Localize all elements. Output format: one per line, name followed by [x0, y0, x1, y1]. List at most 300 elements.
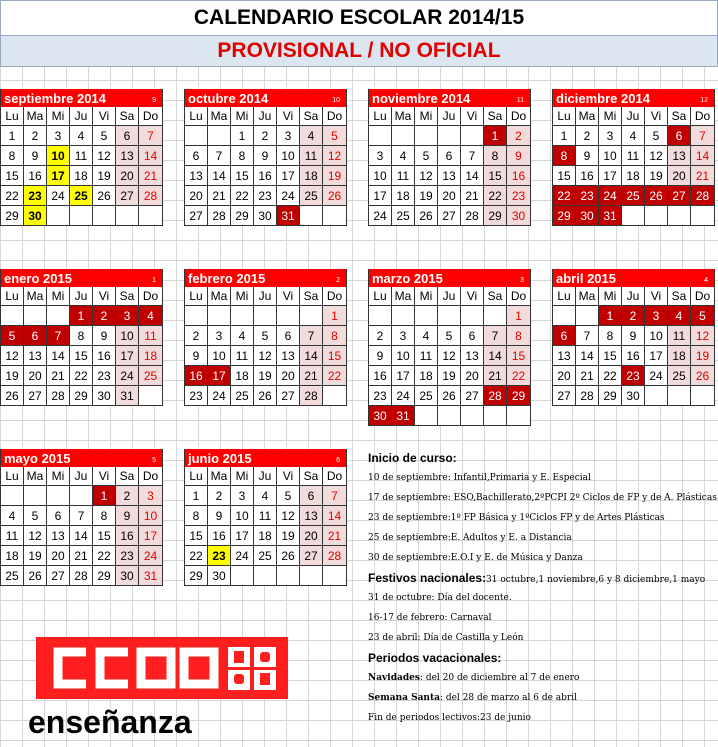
day-cell: 9	[93, 326, 116, 346]
day-cell: 2	[369, 326, 392, 346]
day-cell: 26	[438, 386, 461, 406]
day-cell: 29	[1, 206, 24, 226]
weekday-label: Ju	[438, 107, 461, 126]
day-cell: 18	[1, 546, 24, 566]
empty-cell	[438, 306, 461, 326]
day-cell: 1	[323, 306, 346, 326]
day-cell: 8	[323, 326, 346, 346]
empty-cell	[369, 126, 392, 146]
weekday-label: Ma	[24, 107, 47, 126]
day-cell: 25	[415, 386, 438, 406]
day-cell: 23	[116, 546, 139, 566]
day-cell: 11	[668, 326, 691, 346]
day-cell: 24	[645, 366, 668, 386]
day-cell: 7	[691, 126, 714, 146]
day-cell: 12	[323, 146, 346, 166]
day-cell: 5	[438, 326, 461, 346]
day-cell: 4	[231, 326, 254, 346]
day-cell: 17	[599, 166, 622, 186]
day-cell: 7	[576, 326, 599, 346]
day-cell: 9	[622, 326, 645, 346]
day-cell: 4	[300, 126, 323, 146]
day-cell: 4	[668, 306, 691, 326]
weekday-label: Do	[691, 107, 714, 126]
day-cell: 4	[70, 126, 93, 146]
weekday-label: Ju	[70, 467, 93, 486]
month-name: junio 2015	[188, 450, 252, 466]
day-cell: 1	[70, 306, 93, 326]
empty-cell	[70, 206, 93, 226]
day-cell: 23	[93, 366, 116, 386]
month-number: 2	[336, 277, 340, 284]
day-cell: 22	[507, 366, 530, 386]
weekday-label: Lu	[1, 467, 24, 486]
month-header	[185, 269, 346, 287]
empty-cell	[484, 406, 507, 426]
empty-cell	[691, 386, 714, 406]
weekday-label: Ma	[208, 467, 231, 486]
day-cell: 20	[300, 526, 323, 546]
day-cell: 5	[645, 126, 668, 146]
day-cell: 8	[484, 146, 507, 166]
day-cell: 5	[277, 486, 300, 506]
day-cell: 8	[231, 146, 254, 166]
weekday-label: Sa	[300, 467, 323, 486]
day-cell: 16	[208, 526, 231, 546]
month-enero	[0, 269, 163, 406]
month-grid	[1, 287, 162, 406]
day-cell: 21	[300, 366, 323, 386]
day-cell: 11	[415, 346, 438, 366]
weekday-label: Do	[139, 287, 162, 306]
inicio-line: 23 de septiembre:1º FP Básica y 1ºCiclos FP y de Artes Plásticas	[368, 513, 665, 523]
month-name: marzo 2015	[372, 270, 443, 286]
empty-cell	[93, 206, 116, 226]
month-name: enero 2015	[4, 270, 72, 286]
day-cell: 29	[185, 566, 208, 586]
day-cell: 10	[231, 506, 254, 526]
day-cell: 25	[668, 366, 691, 386]
weekday-label: Lu	[1, 107, 24, 126]
weekday-label: Sa	[484, 107, 507, 126]
day-cell: 11	[254, 506, 277, 526]
day-cell: 10	[116, 326, 139, 346]
empty-cell	[300, 306, 323, 326]
month-grid	[185, 467, 346, 586]
day-cell: 27	[185, 206, 208, 226]
weekday-label: Sa	[484, 287, 507, 306]
inicio-line: 30 de septiembre:E.O.I y E. de Música y Danza	[368, 553, 583, 563]
day-cell: 25	[231, 386, 254, 406]
day-cell: 30	[622, 386, 645, 406]
day-cell: 16	[254, 166, 277, 186]
day-cell: 24	[47, 186, 70, 206]
empty-cell	[300, 566, 323, 586]
day-cell: 18	[622, 166, 645, 186]
month-diciembre	[552, 89, 715, 226]
weekday-label: Mi	[599, 287, 622, 306]
day-cell: 28	[691, 186, 714, 206]
month-header	[369, 269, 530, 287]
day-cell: 19	[323, 166, 346, 186]
day-cell: 18	[70, 166, 93, 186]
month-septiembre	[0, 89, 163, 226]
day-cell: 28	[300, 386, 323, 406]
month-name: diciembre 2014	[556, 90, 650, 106]
empty-cell	[369, 306, 392, 326]
day-cell: 23	[507, 186, 530, 206]
month-grid	[369, 287, 530, 426]
empty-cell	[116, 206, 139, 226]
day-cell: 22	[93, 546, 116, 566]
day-cell: 26	[645, 186, 668, 206]
day-cell: 31	[116, 386, 139, 406]
weekday-label: Do	[139, 467, 162, 486]
day-cell: 2	[507, 126, 530, 146]
day-cell: 11	[300, 146, 323, 166]
inicio-heading: Inicio de curso:	[368, 451, 457, 465]
day-cell: 30	[24, 206, 47, 226]
inicio-line: 10 de septiembre: Infantil,Primaria y E. Especial	[368, 473, 591, 483]
day-cell: 13	[185, 166, 208, 186]
page-title: CALENDARIO ESCOLAR 2014/15	[0, 0, 718, 36]
month-header	[1, 449, 162, 467]
day-cell: 2	[622, 306, 645, 326]
day-cell: 8	[70, 326, 93, 346]
empty-cell	[438, 406, 461, 426]
month-name: noviembre 2014	[372, 90, 471, 106]
day-cell: 21	[208, 186, 231, 206]
semana-santa-line: Semana Santa: del 28 de marzo al 6 de abril	[368, 693, 577, 703]
month-marzo	[368, 269, 531, 426]
weekday-label: Mi	[47, 287, 70, 306]
day-cell: 30	[254, 206, 277, 226]
day-cell: 1	[553, 126, 576, 146]
month-grid	[1, 107, 162, 226]
day-cell: 5	[93, 126, 116, 146]
day-cell: 12	[24, 526, 47, 546]
empty-cell	[24, 306, 47, 326]
day-cell: 6	[116, 126, 139, 146]
day-cell: 17	[369, 186, 392, 206]
weekday-label: Do	[691, 287, 714, 306]
day-cell: 28	[461, 206, 484, 226]
day-cell: 12	[254, 346, 277, 366]
day-cell: 9	[254, 146, 277, 166]
weekday-label: Ma	[576, 287, 599, 306]
weekday-label: Vi	[461, 107, 484, 126]
day-cell: 20	[668, 166, 691, 186]
empty-cell	[415, 126, 438, 146]
day-cell: 12	[93, 146, 116, 166]
day-cell: 13	[47, 526, 70, 546]
day-cell: 10	[392, 346, 415, 366]
day-cell: 13	[116, 146, 139, 166]
navidades-line: Navidades: del 20 de diciembre al 7 de enero	[368, 673, 580, 683]
weekday-label: Mi	[231, 467, 254, 486]
month-grid	[185, 107, 346, 226]
day-cell: 6	[668, 126, 691, 146]
day-cell: 24	[369, 206, 392, 226]
day-cell: 28	[208, 206, 231, 226]
weekday-label: Ju	[70, 287, 93, 306]
day-cell: 14	[300, 346, 323, 366]
day-cell: 22	[231, 186, 254, 206]
day-cell: 3	[47, 126, 70, 146]
day-cell: 27	[24, 386, 47, 406]
day-cell: 15	[93, 526, 116, 546]
empty-cell	[185, 306, 208, 326]
day-cell: 25	[622, 186, 645, 206]
day-cell: 9	[369, 346, 392, 366]
day-cell: 1	[507, 306, 530, 326]
weekday-label: Ju	[254, 287, 277, 306]
month-name: febrero 2015	[188, 270, 266, 286]
empty-cell	[231, 306, 254, 326]
day-cell: 3	[369, 146, 392, 166]
festivo-line: 23 de abril: Día de Castilla y León	[368, 633, 524, 643]
day-cell: 17	[645, 346, 668, 366]
day-cell: 16	[507, 166, 530, 186]
day-cell: 11	[392, 166, 415, 186]
day-cell: 9	[24, 146, 47, 166]
weekday-label: Sa	[300, 287, 323, 306]
day-cell: 29	[70, 386, 93, 406]
day-cell: 23	[208, 546, 231, 566]
month-header	[1, 269, 162, 287]
day-cell: 8	[185, 506, 208, 526]
day-cell: 16	[24, 166, 47, 186]
month-header	[553, 269, 714, 287]
day-cell: 18	[254, 526, 277, 546]
day-cell: 8	[507, 326, 530, 346]
weekday-label: Vi	[277, 287, 300, 306]
weekday-label: Do	[323, 287, 346, 306]
day-cell: 3	[392, 326, 415, 346]
day-cell: 12	[438, 346, 461, 366]
day-cell: 4	[139, 306, 162, 326]
day-cell: 29	[553, 206, 576, 226]
month-junio	[184, 449, 347, 586]
day-cell: 18	[300, 166, 323, 186]
day-cell: 16	[93, 346, 116, 366]
day-cell: 27	[461, 386, 484, 406]
empty-cell	[231, 566, 254, 586]
day-cell: 7	[208, 146, 231, 166]
day-cell: 13	[438, 166, 461, 186]
weekday-label: Ju	[254, 467, 277, 486]
empty-cell	[139, 206, 162, 226]
day-cell: 30	[93, 386, 116, 406]
month-grid	[369, 107, 530, 226]
day-cell: 27	[668, 186, 691, 206]
weekday-label: Lu	[185, 287, 208, 306]
day-cell: 10	[208, 346, 231, 366]
weekday-label: Do	[507, 287, 530, 306]
day-cell: 14	[139, 146, 162, 166]
weekday-label: Lu	[553, 107, 576, 126]
day-cell: 17	[47, 166, 70, 186]
day-cell: 16	[185, 366, 208, 386]
day-cell: 19	[691, 346, 714, 366]
weekday-label: Sa	[116, 287, 139, 306]
day-cell: 15	[185, 526, 208, 546]
empty-cell	[254, 306, 277, 326]
month-number: 11	[516, 97, 524, 104]
day-cell: 14	[576, 346, 599, 366]
day-cell: 4	[415, 326, 438, 346]
day-cell: 19	[277, 526, 300, 546]
festivo-line: 16-17 de febrero: Carnaval	[368, 613, 492, 623]
day-cell: 20	[277, 366, 300, 386]
day-cell: 15	[1, 166, 24, 186]
month-name: octubre 2014	[188, 90, 269, 106]
day-cell: 4	[392, 146, 415, 166]
day-cell: 1	[1, 126, 24, 146]
day-cell: 30	[576, 206, 599, 226]
day-cell: 13	[668, 146, 691, 166]
weekday-label: Ju	[622, 107, 645, 126]
weekday-label: Ma	[24, 287, 47, 306]
day-cell: 22	[185, 546, 208, 566]
month-number: 9	[152, 97, 156, 104]
day-cell: 25	[1, 566, 24, 586]
empty-cell	[576, 306, 599, 326]
weekday-label: Ju	[438, 287, 461, 306]
day-cell: 19	[415, 186, 438, 206]
month-number: 3	[520, 277, 524, 284]
day-cell: 27	[553, 386, 576, 406]
day-cell: 13	[553, 346, 576, 366]
day-cell: 23	[185, 386, 208, 406]
day-cell: 27	[116, 186, 139, 206]
weekday-label: Mi	[415, 287, 438, 306]
month-grid	[553, 287, 714, 406]
weekday-label: Vi	[645, 107, 668, 126]
day-cell: 9	[185, 346, 208, 366]
weekday-label: Ma	[392, 107, 415, 126]
weekday-label: Ma	[208, 287, 231, 306]
day-cell: 29	[507, 386, 530, 406]
day-cell: 10	[47, 146, 70, 166]
month-name: mayo 2015	[4, 450, 71, 466]
month-header	[369, 89, 530, 107]
day-cell: 2	[185, 326, 208, 346]
month-grid	[553, 107, 714, 226]
day-cell: 5	[323, 126, 346, 146]
day-cell: 26	[1, 386, 24, 406]
empty-cell	[208, 306, 231, 326]
day-cell: 7	[47, 326, 70, 346]
day-cell: 29	[484, 206, 507, 226]
day-cell: 13	[461, 346, 484, 366]
day-cell: 28	[576, 386, 599, 406]
month-header	[1, 89, 162, 107]
day-cell: 3	[645, 306, 668, 326]
day-cell: 18	[668, 346, 691, 366]
day-cell: 24	[208, 386, 231, 406]
day-cell: 31	[392, 406, 415, 426]
day-cell: 20	[461, 366, 484, 386]
day-cell: 26	[277, 546, 300, 566]
day-cell: 6	[277, 326, 300, 346]
day-cell: 21	[484, 366, 507, 386]
day-cell: 20	[24, 366, 47, 386]
day-cell: 2	[208, 486, 231, 506]
day-cell: 7	[139, 126, 162, 146]
day-cell: 2	[254, 126, 277, 146]
day-cell: 21	[576, 366, 599, 386]
weekday-label: Vi	[277, 107, 300, 126]
day-cell: 7	[461, 146, 484, 166]
day-cell: 13	[24, 346, 47, 366]
day-cell: 20	[47, 546, 70, 566]
weekday-label: Lu	[369, 287, 392, 306]
day-cell: 9	[576, 146, 599, 166]
empty-cell	[323, 206, 346, 226]
day-cell: 31	[277, 206, 300, 226]
day-cell: 13	[277, 346, 300, 366]
day-cell: 19	[645, 166, 668, 186]
day-cell: 14	[323, 506, 346, 526]
day-cell: 23	[622, 366, 645, 386]
empty-cell	[70, 486, 93, 506]
day-cell: 14	[484, 346, 507, 366]
day-cell: 21	[47, 366, 70, 386]
day-cell: 20	[185, 186, 208, 206]
day-cell: 7	[70, 506, 93, 526]
empty-cell	[300, 206, 323, 226]
day-cell: 24	[277, 186, 300, 206]
day-cell: 28	[484, 386, 507, 406]
day-cell: 1	[599, 306, 622, 326]
weekday-label: Do	[139, 107, 162, 126]
day-cell: 12	[1, 346, 24, 366]
day-cell: 8	[553, 146, 576, 166]
day-cell: 2	[116, 486, 139, 506]
day-cell: 11	[622, 146, 645, 166]
month-number: 6	[336, 457, 340, 464]
day-cell: 18	[139, 346, 162, 366]
day-cell: 24	[116, 366, 139, 386]
month-octubre	[184, 89, 347, 226]
day-cell: 22	[599, 366, 622, 386]
weekday-label: Mi	[47, 467, 70, 486]
month-name: septiembre 2014	[4, 90, 106, 106]
month-grid	[1, 467, 162, 586]
day-cell: 23	[576, 186, 599, 206]
day-cell: 26	[691, 366, 714, 386]
day-cell: 3	[277, 126, 300, 146]
day-cell: 7	[484, 326, 507, 346]
day-cell: 25	[300, 186, 323, 206]
inicio-line: 25 de septiembre:E. Adultos y E. a Distancia	[368, 533, 572, 543]
weekday-label: Lu	[185, 467, 208, 486]
day-cell: 12	[645, 146, 668, 166]
day-cell: 8	[93, 506, 116, 526]
page-subtitle: PROVISIONAL / NO OFICIAL	[0, 36, 718, 67]
day-cell: 29	[599, 386, 622, 406]
day-cell: 24	[231, 546, 254, 566]
day-cell: 10	[277, 146, 300, 166]
day-cell: 17	[139, 526, 162, 546]
empty-cell	[668, 386, 691, 406]
day-cell: 17	[277, 166, 300, 186]
weekday-label: Ma	[208, 107, 231, 126]
weekday-label: Mi	[47, 107, 70, 126]
empty-cell	[691, 206, 714, 226]
month-header	[185, 89, 346, 107]
